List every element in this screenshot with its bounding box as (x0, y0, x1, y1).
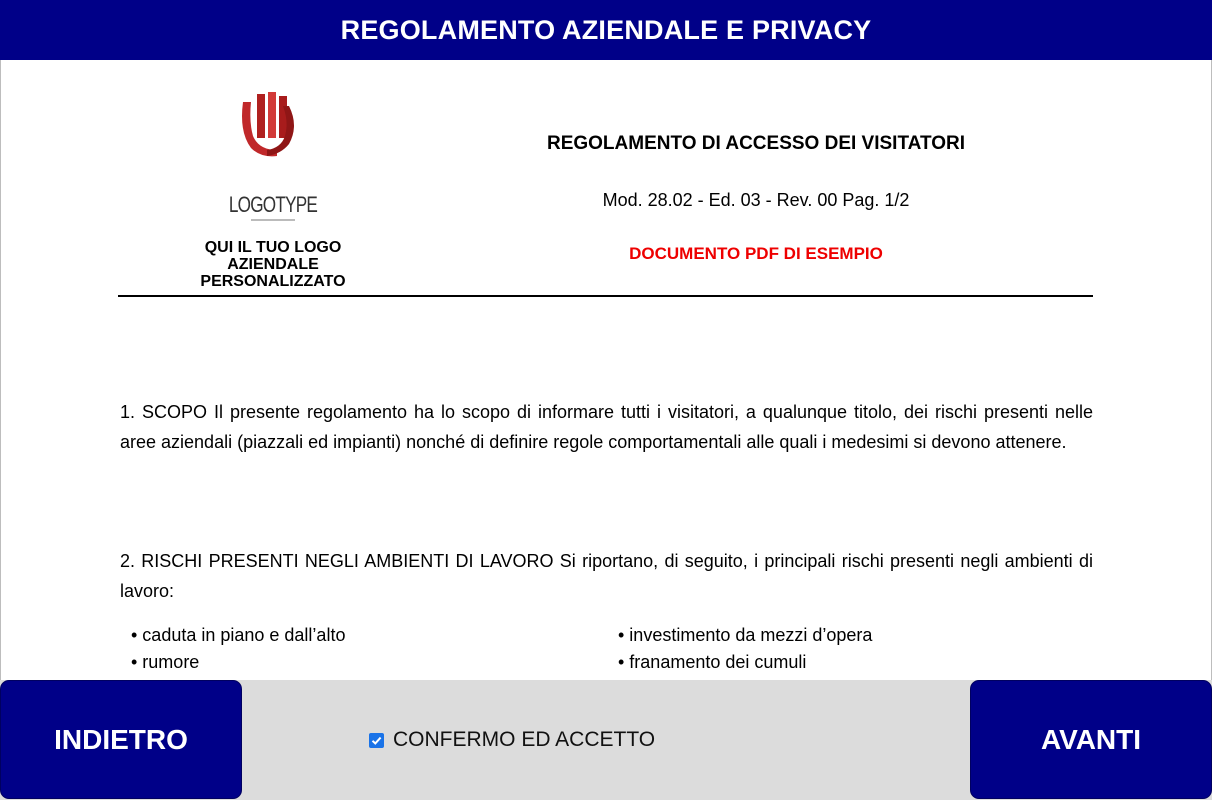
logo-caption (187, 239, 359, 290)
logo-tagline (223, 218, 323, 221)
back-button[interactable] (0, 680, 242, 799)
document-viewer[interactable] (0, 60, 1212, 680)
logo-wordmark: LOGOTYPE (228, 192, 318, 217)
confirm-accept-checkbox[interactable] (369, 727, 655, 753)
page-title: REGOLAMENTO AZIENDALE E PRIVACY (340, 14, 872, 45)
logo-caption-line: PERSONALIZZATO (200, 273, 346, 290)
document-title: REGOLAMENTO DI ACCESSO DEI VISITATORI (546, 133, 966, 154)
document-module-info: Mod. 28.02 - Ed. 03 - Rev. 00 Pag. 1/2 (602, 190, 910, 210)
list-item: • caduta in piano e dall’alto (131, 625, 346, 645)
checkbox-checked-icon[interactable] (369, 733, 384, 748)
company-logo (187, 92, 359, 290)
confirm-accept-label: CONFERMO ED ACCETTO (393, 728, 656, 751)
sample-notice: DOCUMENTO PDF DI ESEMPIO (629, 244, 883, 263)
logo-caption-line: QUI IL TUO LOGO (204, 239, 342, 256)
logo-caption-line: AZIENDALE (227, 256, 319, 273)
next-button-label: AVANTI (1040, 723, 1142, 755)
list-item: • franamento dei cumuli (618, 652, 807, 672)
next-button[interactable] (970, 680, 1212, 799)
back-button-label: INDIETRO (54, 723, 188, 755)
header-divider (118, 295, 1093, 297)
list-item: • rumore (131, 652, 200, 672)
section-risks: 2. RISCHI PRESENTI NEGLI AMBIENTI DI LAVORO Si riportano, di seguito, i principali rischi presenti negli ambienti di lavoro: (120, 551, 1093, 601)
logotype-mark-icon (237, 92, 303, 162)
section-scope: 1. SCOPO Il presente regolamento ha lo scopo di informare tutti i visitatori, a qualunque titolo, dei rischi presenti nelle aree aziendali (piazzali ed impianti) nonché di definire regole comportamentali alle quali i medesimi si devono attenere. (120, 402, 1093, 452)
page-header (0, 0, 1212, 60)
list-item: • investimento da mezzi d’opera (618, 625, 873, 645)
